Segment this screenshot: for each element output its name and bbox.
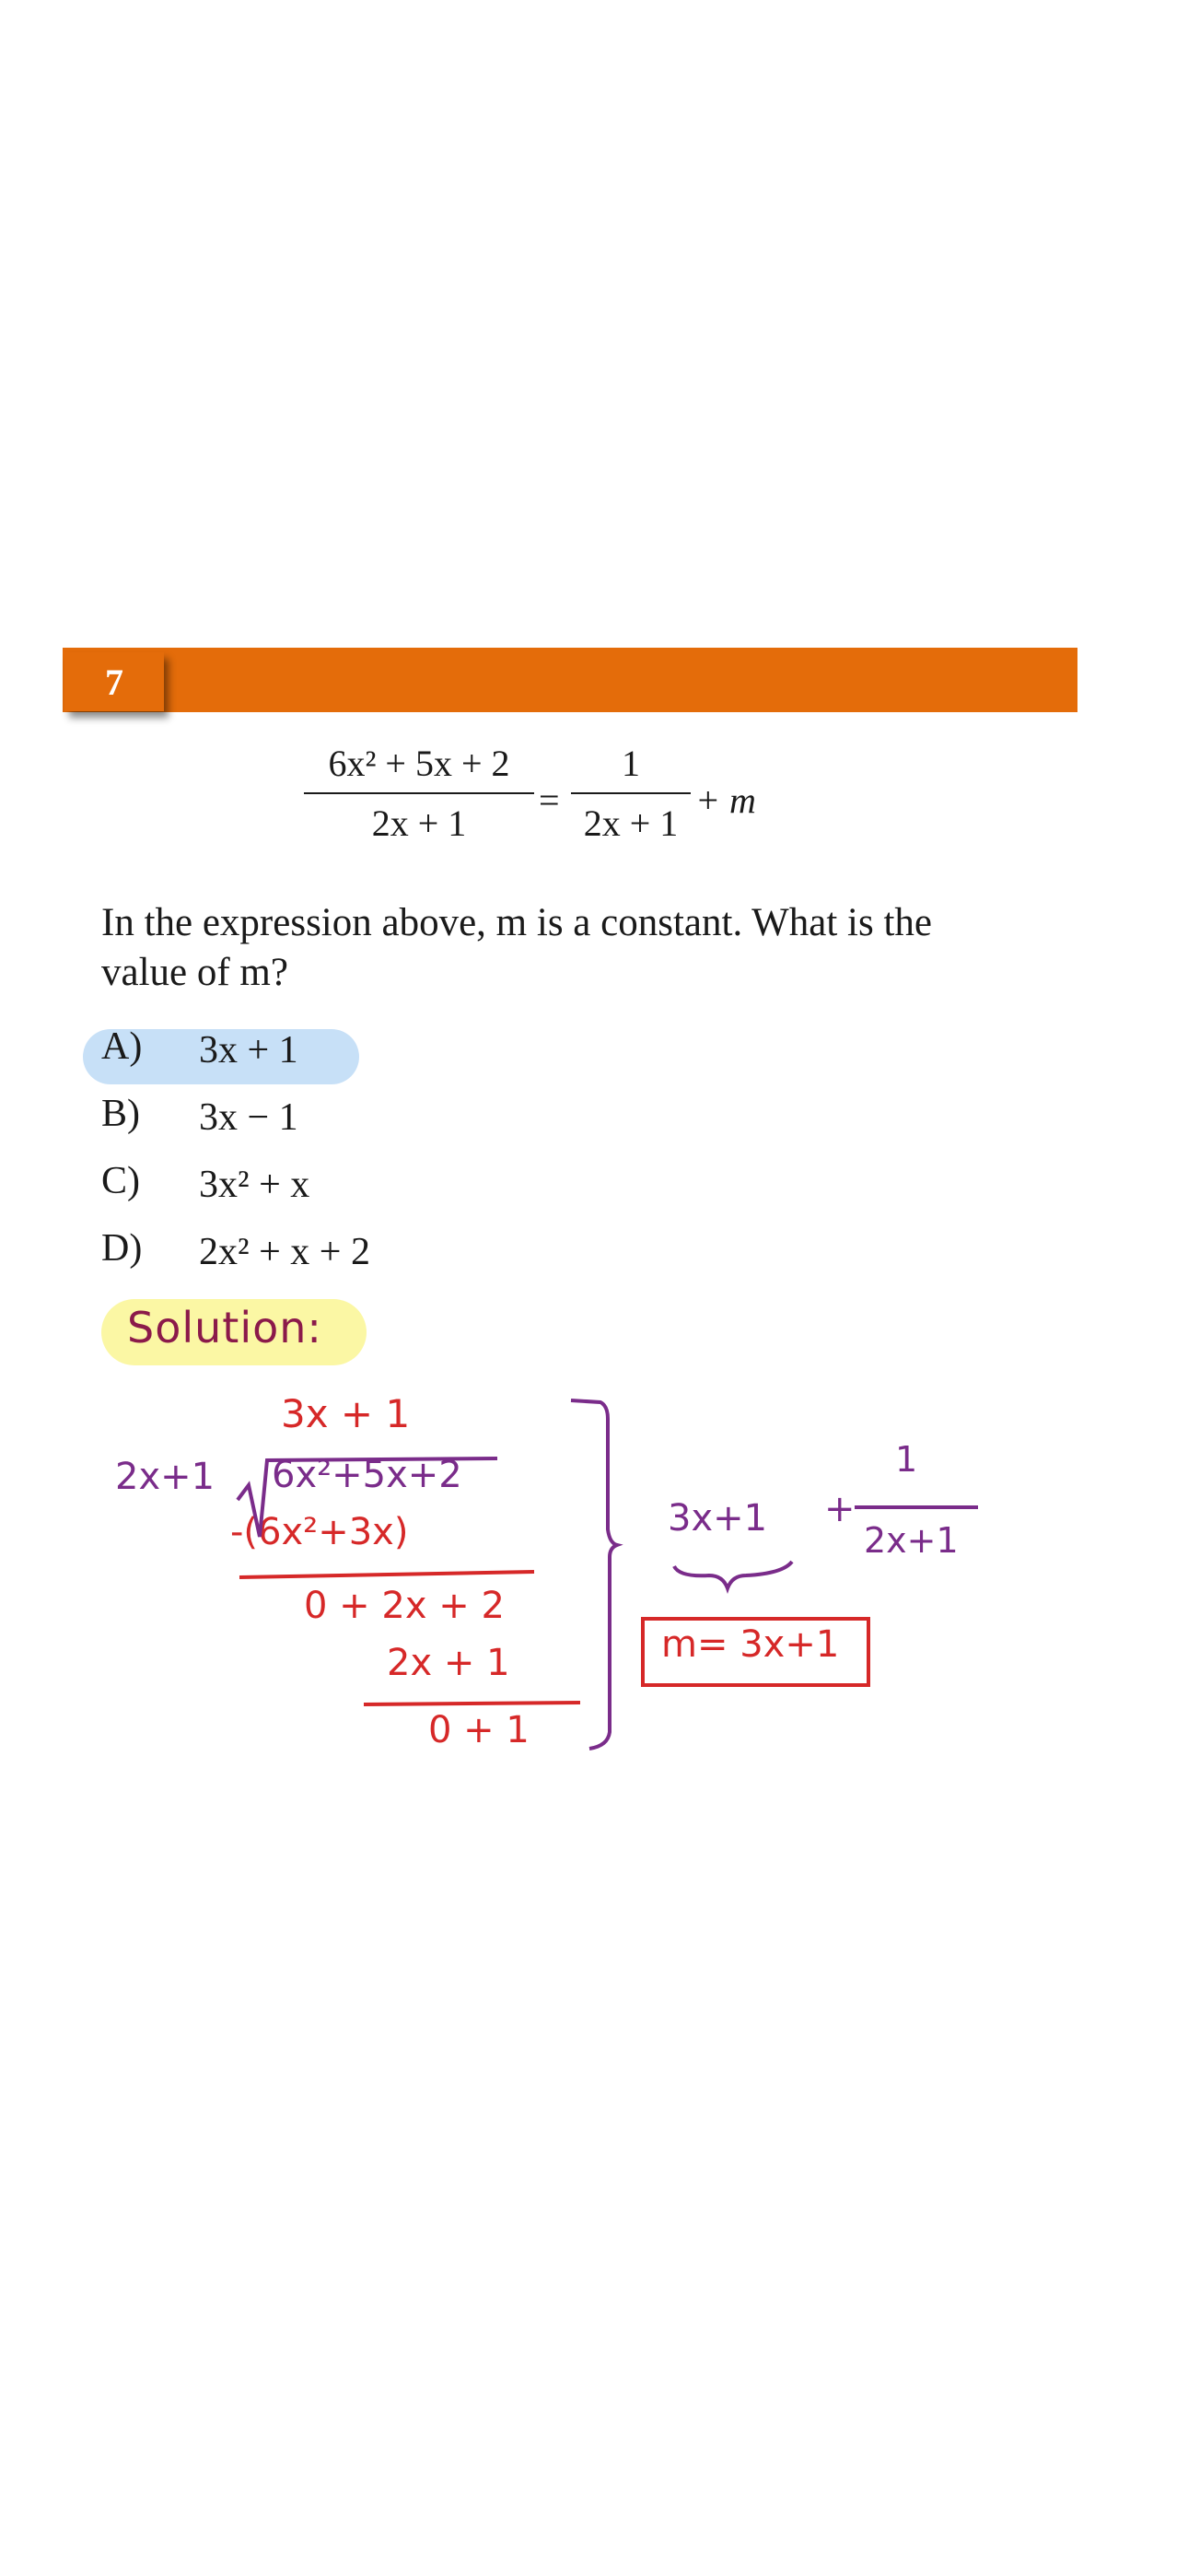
choice-label: A) [101, 1025, 143, 1068]
curly-bracket [571, 1400, 617, 1749]
dividend: 6x²+5x+2 [272, 1454, 462, 1496]
subtraction-line-2 [364, 1703, 580, 1704]
question-prompt: In the expression above, m is a constant. What is the value of m? [101, 901, 932, 994]
subtraction-1: -(6x²+3x) [230, 1511, 409, 1553]
choice-value: 3x + 1 [199, 1029, 298, 1071]
choice-value: 3x − 1 [199, 1096, 298, 1139]
final-answer: m= 3x+1 [661, 1623, 840, 1666]
rhs-denominator: 2x + 1 [583, 802, 679, 844]
solution-heading: Solution: [127, 1303, 322, 1352]
subtraction-line-1 [239, 1572, 534, 1577]
lhs-denominator: 2x + 1 [371, 802, 467, 844]
quotient: 3x + 1 [281, 1391, 411, 1436]
rhs-tail: + m [695, 779, 756, 821]
subtraction-2: 2x + 1 [387, 1642, 510, 1684]
division-bracket [238, 1458, 497, 1537]
lhs-numerator: 6x² + 5x + 2 [328, 743, 510, 784]
choice-label: C) [101, 1160, 140, 1202]
answer-box [643, 1619, 868, 1685]
choice-label: D) [101, 1227, 143, 1270]
result-term: 3x+1 [668, 1497, 768, 1540]
plus-sign: + [824, 1488, 856, 1530]
choice-value: 2x² + x + 2 [199, 1231, 370, 1273]
remainder-2: 0 + 1 [428, 1709, 530, 1751]
remainder-1: 0 + 2x + 2 [304, 1585, 505, 1627]
underbrace [674, 1562, 792, 1588]
remainder-fraction-numerator: 1 [895, 1439, 918, 1480]
equals-sign: = [539, 779, 560, 821]
remainder-fraction-denominator: 2x+1 [864, 1520, 959, 1561]
choice-label: B) [101, 1093, 140, 1135]
question-number: 7 [64, 652, 164, 711]
divisor: 2x+1 [115, 1456, 215, 1498]
choice-value: 3x² + x [199, 1164, 310, 1206]
rhs-numerator: 1 [622, 743, 640, 784]
